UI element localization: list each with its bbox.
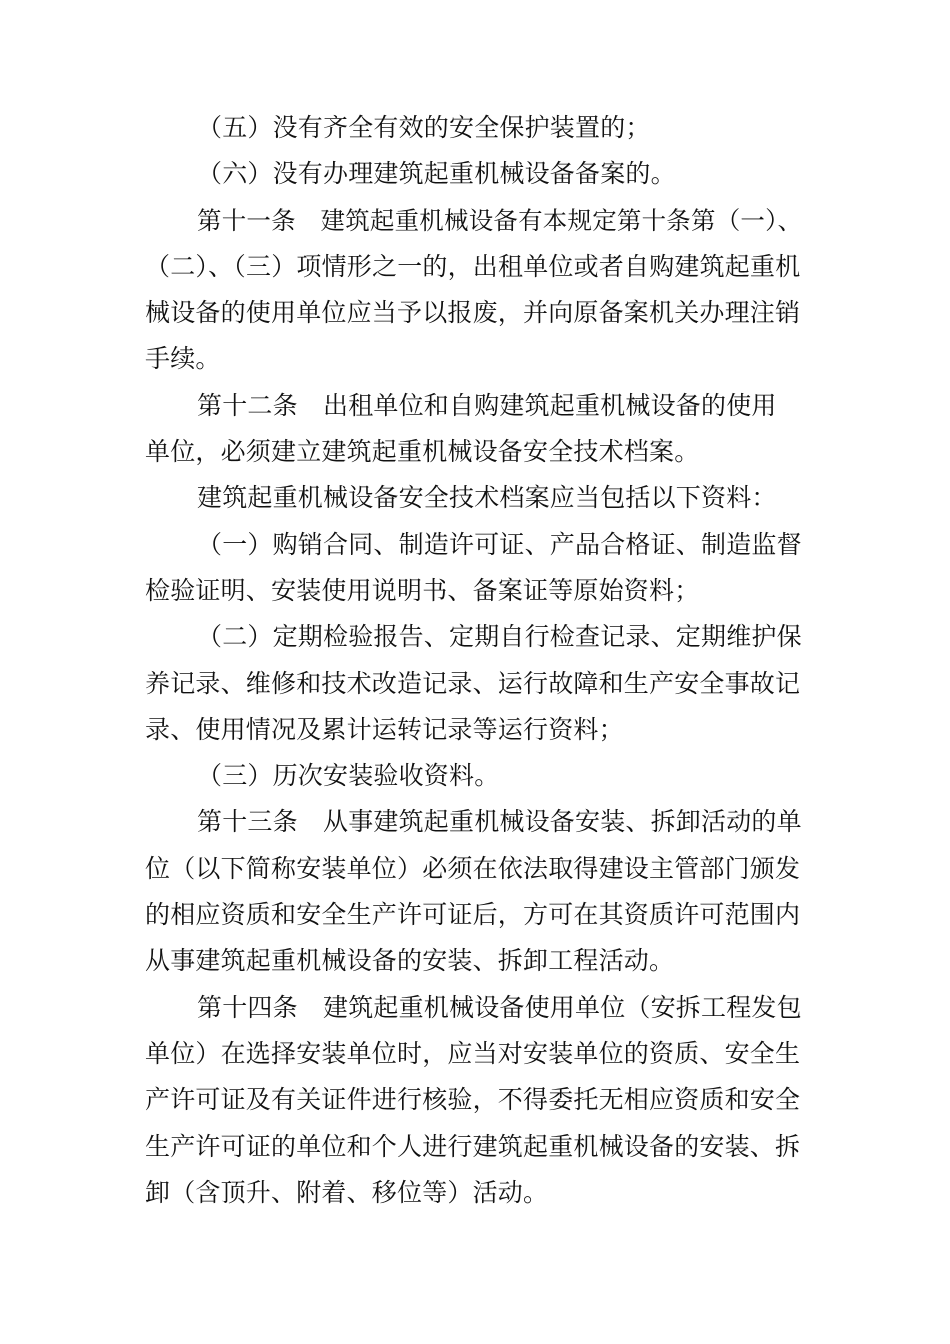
text-line: 卸（含顶升、附着、移位等）活动。 xyxy=(145,1177,549,1207)
text-line: （五）没有齐全有效的安全保护装置的； xyxy=(197,113,651,142)
text-line: 生产许可证的单位和个人进行建筑起重机械设备的安装、拆 xyxy=(145,1131,801,1161)
text-line: 从事建筑起重机械设备的安装、拆卸工程活动。 xyxy=(145,946,675,976)
text-line: 械设备的使用单位应当予以报废，并向原备案机关办理注销 xyxy=(145,298,801,328)
text-line: （一）购销合同、制造许可证、产品合格证、制造监督 xyxy=(197,529,802,559)
text-line: 录、使用情况及累计运转记录等运行资料； xyxy=(145,714,624,744)
regulation-text-block xyxy=(145,105,809,1216)
text-line: （六）没有办理建筑起重机械设备备案的。 xyxy=(197,159,676,189)
text-line: 产许可证及有关证件进行核验，不得委托无相应资质和安全 xyxy=(145,1085,801,1115)
article-12-heading-line: 第十二条 出租单位和自购建筑起重机械设备的使用 xyxy=(197,390,777,420)
article-11-heading-line: 第十一条 建筑起重机械设备有本规定第十条第（一）、 xyxy=(197,205,803,235)
text-line: （三）历次安装验收资料。 xyxy=(197,761,500,791)
text-line: 检验证明、安装使用说明书、备案证等原始资料； xyxy=(145,575,700,605)
text-line: 单位，必须建立建筑起重机械设备安全技术档案。 xyxy=(145,437,700,467)
text-line: 建筑起重机械设备安全技术档案应当包括以下资料： xyxy=(197,483,777,513)
text-line: 的相应资质和安全生产许可证后，方可在其资质许可范围内 xyxy=(145,900,801,930)
text-line: （二）定期检验报告、定期自行检查记录、定期维护保 xyxy=(197,622,802,652)
article-13-heading-line: 第十三条 从事建筑起重机械设备安装、拆卸活动的单 xyxy=(197,807,802,837)
text-line: 单位）在选择安装单位时，应当对安装单位的资质、安全生 xyxy=(145,1038,801,1068)
text-line: 手续。 xyxy=(145,344,221,374)
article-14-heading-line: 第十四条 建筑起重机械设备使用单位（安拆工程发包 xyxy=(197,992,802,1022)
text-line: 养记录、维修和技术改造记录、运行故障和生产安全事故记 xyxy=(145,668,801,698)
text-line: （二）、（三）项情形之一的，出租单位或者自购建筑起重机 xyxy=(145,251,801,281)
text-line: 位（以下简称安装单位）必须在依法取得建设主管部门颁发 xyxy=(145,853,801,883)
